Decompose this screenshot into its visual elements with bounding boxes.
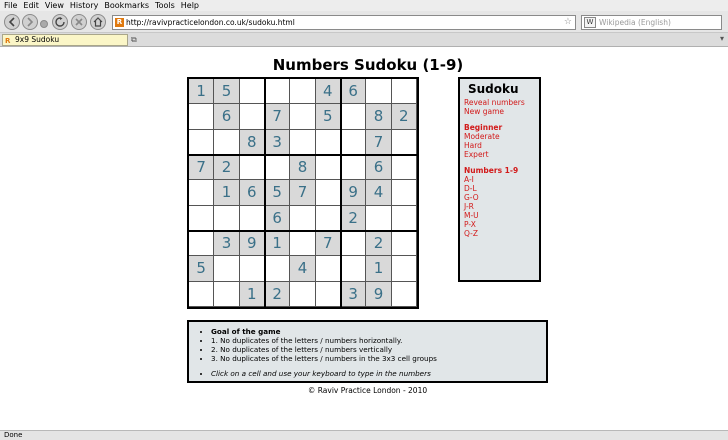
sudoku-cell-r2c7[interactable] (341, 104, 366, 129)
goal-title: • Goal of the game (211, 327, 540, 336)
sudoku-cell-r6c9[interactable] (392, 206, 417, 231)
sudoku-cell-r8c6[interactable] (316, 256, 341, 281)
url-bar[interactable] (112, 15, 576, 30)
copyright-footer: © Raviv Practice London - 2010 (307, 386, 428, 395)
sudoku-cell-r6c2[interactable] (214, 206, 239, 231)
sudoku-cell-r4c4[interactable] (265, 155, 290, 180)
variant-numbers-link[interactable]: Numbers 1-9 (464, 166, 519, 175)
tab-favicon-icon: R (5, 37, 11, 45)
sudoku-cell-r3c3[interactable]: 8 (240, 130, 265, 155)
side-title: Sudoku (468, 82, 519, 96)
tab-sudoku[interactable] (2, 34, 128, 46)
reload-button[interactable] (52, 14, 68, 30)
forward-button[interactable] (22, 14, 38, 30)
sudoku-cell-r3c2[interactable] (214, 130, 239, 155)
sudoku-cell-r7c9[interactable] (392, 231, 417, 256)
sudoku-cell-r3c6[interactable] (316, 130, 341, 155)
difficulty-beginner-link[interactable]: Beginner (464, 123, 503, 132)
sudoku-cell-r2c2[interactable]: 6 (214, 104, 239, 129)
sudoku-cell-r9c9[interactable] (392, 282, 417, 307)
sudoku-side-panel (458, 77, 541, 282)
sudoku-cell-r6c6[interactable] (316, 206, 341, 231)
tab-title: 9x9 Sudoku (15, 35, 60, 44)
sudoku-cell-r9c5[interactable] (290, 282, 315, 307)
sudoku-cell-r1c8[interactable] (366, 79, 391, 104)
difficulty-expert-link[interactable]: Expert (464, 150, 489, 159)
sudoku-cell-r1c6[interactable]: 4 (316, 79, 341, 104)
stop-button[interactable] (71, 14, 87, 30)
sudoku-cell-r8c2[interactable] (214, 256, 239, 281)
sudoku-cell-r6c3[interactable] (240, 206, 265, 231)
sudoku-cell-r2c6[interactable]: 5 (316, 104, 341, 129)
sudoku-cell-r1c7[interactable]: 6 (341, 79, 366, 104)
variant-j-r-link[interactable]: J-R (464, 202, 474, 211)
sudoku-cell-r2c1[interactable] (189, 104, 214, 129)
variant-q-z-link[interactable]: Q-Z (464, 229, 478, 238)
sudoku-cell-r8c9[interactable] (392, 256, 417, 281)
sudoku-cell-r6c4[interactable]: 6 (265, 206, 290, 231)
box-divider-horizontal (189, 230, 417, 232)
sudoku-cell-r2c9[interactable]: 2 (392, 104, 417, 129)
sudoku-cell-r6c1[interactable] (189, 206, 214, 231)
sudoku-cell-r9c3[interactable]: 1 (240, 282, 265, 307)
sudoku-cell-r9c2[interactable] (214, 282, 239, 307)
sudoku-cell-r8c8[interactable]: 1 (366, 256, 391, 281)
new-game-link[interactable]: New game (464, 107, 505, 116)
sudoku-cell-r3c1[interactable] (189, 130, 214, 155)
reveal-numbers-link[interactable]: Reveal numbers (464, 98, 525, 107)
sudoku-cell-r3c7[interactable] (341, 130, 366, 155)
sudoku-cell-r7c4[interactable]: 1 (265, 231, 290, 256)
sudoku-cell-r8c5[interactable]: 4 (290, 256, 315, 281)
stop-icon (74, 17, 84, 27)
sudoku-cell-r4c5[interactable]: 8 (290, 155, 315, 180)
sudoku-cell-r2c5[interactable] (290, 104, 315, 129)
tab-list-icon[interactable]: ▾ (719, 34, 724, 43)
sudoku-cell-r3c8[interactable]: 7 (366, 130, 391, 155)
sudoku-cell-r1c4[interactable] (265, 79, 290, 104)
sudoku-cell-r4c6[interactable] (316, 155, 341, 180)
sudoku-cell-r1c2[interactable]: 5 (214, 79, 239, 104)
box-divider-vertical (264, 79, 266, 307)
sudoku-cell-r5c2[interactable]: 1 (214, 180, 239, 205)
sudoku-cell-r1c9[interactable] (392, 79, 417, 104)
sudoku-cell-r9c7[interactable]: 3 (341, 282, 366, 307)
menu-bar (0, 0, 728, 11)
box-divider-horizontal (189, 154, 417, 156)
sudoku-cell-r9c4[interactable]: 2 (265, 282, 290, 307)
sudoku-cell-r4c8[interactable]: 6 (366, 155, 391, 180)
variant-d-l-link[interactable]: D-L (464, 184, 477, 193)
page-title: Numbers Sudoku (1-9) (272, 56, 464, 74)
sudoku-cell-r5c8[interactable]: 4 (366, 180, 391, 205)
forward-arrow-icon (25, 17, 35, 27)
sudoku-cell-r3c5[interactable] (290, 130, 315, 155)
search-placeholder: Wikipedia (English) (599, 18, 671, 27)
sudoku-cell-r5c4[interactable]: 5 (265, 180, 290, 205)
sudoku-cell-r8c3[interactable] (240, 256, 265, 281)
sudoku-cell-r5c1[interactable] (189, 180, 214, 205)
sudoku-cell-r3c4[interactable]: 3 (265, 130, 290, 155)
sudoku-cell-r7c6[interactable]: 7 (316, 231, 341, 256)
sudoku-cell-r9c8[interactable]: 9 (366, 282, 391, 307)
site-favicon-icon: R (116, 18, 123, 26)
variant-m-u-link[interactable]: M-U (464, 211, 479, 220)
menu-edit[interactable]: Edit (23, 1, 39, 10)
sudoku-cell-r4c1[interactable]: 7 (189, 155, 214, 180)
difficulty-moderate-link[interactable]: Moderate (464, 132, 500, 141)
instruction-tip: • Click on a cell and use your keyboard to type in the numbers (211, 369, 540, 378)
variant-a-i-link[interactable]: A-I (464, 175, 474, 184)
sudoku-cell-r9c1[interactable] (189, 282, 214, 307)
rule-item: • 3. No duplicates of the letters / numbers in the 3x3 cell groups (211, 354, 540, 363)
goal-panel (187, 320, 548, 383)
sudoku-cell-r5c5[interactable]: 7 (290, 180, 315, 205)
sudoku-cell-r8c1[interactable]: 5 (189, 256, 214, 281)
menu-history[interactable]: History (69, 1, 99, 10)
search-bar[interactable] (581, 15, 722, 30)
sudoku-cell-r8c7[interactable] (341, 256, 366, 281)
status-bar (0, 430, 728, 440)
back-arrow-icon (7, 17, 17, 27)
history-dropdown-button[interactable] (40, 20, 48, 28)
sudoku-cell-r7c8[interactable]: 2 (366, 231, 391, 256)
rule-item: • 2. No duplicates of the letters / numbers vertically (211, 345, 540, 354)
goal-list (211, 327, 540, 378)
sudoku-cell-r3c9[interactable] (392, 130, 417, 155)
reload-icon (55, 17, 65, 27)
sudoku-cell-r9c6[interactable] (316, 282, 341, 307)
home-icon (93, 17, 103, 27)
sudoku-cell-r4c7[interactable] (341, 155, 366, 180)
menu-file[interactable]: File (4, 1, 18, 10)
sudoku-cell-r4c3[interactable] (240, 155, 265, 180)
sudoku-cell-r1c1[interactable]: 1 (189, 79, 214, 104)
sudoku-cell-r1c3[interactable] (240, 79, 265, 104)
sudoku-cell-r7c5[interactable] (290, 231, 315, 256)
sudoku-cell-r5c3[interactable]: 6 (240, 180, 265, 205)
sudoku-cell-r5c9[interactable] (392, 180, 417, 205)
sudoku-cell-r7c3[interactable]: 9 (240, 231, 265, 256)
variant-p-x-link[interactable]: P-X (464, 220, 476, 229)
sudoku-cell-r7c1[interactable] (189, 231, 214, 256)
sudoku-cell-r5c7[interactable]: 9 (341, 180, 366, 205)
sudoku-cell-r6c8[interactable] (366, 206, 391, 231)
tab-bar (0, 33, 728, 47)
sudoku-cell-r6c7[interactable]: 2 (341, 206, 366, 231)
status-text: Done (4, 431, 23, 439)
sudoku-cell-r2c4[interactable]: 7 (265, 104, 290, 129)
sudoku-cell-r7c2[interactable]: 3 (214, 231, 239, 256)
new-tab-icon[interactable]: ⧉ (131, 35, 137, 44)
menu-bookmarks[interactable]: Bookmarks (104, 1, 150, 10)
home-button[interactable] (90, 14, 106, 30)
sudoku-cell-r5c6[interactable] (316, 180, 341, 205)
menu-help[interactable]: Help (180, 1, 200, 10)
sudoku-cell-r8c4[interactable] (265, 256, 290, 281)
bookmark-star-icon[interactable]: ☆ (563, 17, 572, 27)
navigation-toolbar (0, 11, 728, 33)
wikipedia-engine-icon[interactable]: W (584, 17, 596, 28)
url-text: http://ravivpracticelondon.co.uk/sudoku.html (126, 18, 295, 27)
sudoku-cell-r7c7[interactable] (341, 231, 366, 256)
sudoku-cell-r4c2[interactable]: 2 (214, 155, 239, 180)
variant-g-o-link[interactable]: G-O (464, 193, 479, 202)
sudoku-cell-r4c9[interactable] (392, 155, 417, 180)
back-button[interactable] (4, 14, 20, 30)
sudoku-cell-r2c3[interactable] (240, 104, 265, 129)
sudoku-cell-r6c5[interactable] (290, 206, 315, 231)
sudoku-cell-r2c8[interactable]: 8 (366, 104, 391, 129)
box-divider-vertical (340, 79, 342, 307)
sudoku-grid (187, 77, 419, 309)
rule-item: • 1. No duplicates of the letters / numbers horizontally. (211, 336, 540, 345)
menu-tools[interactable]: Tools (155, 1, 175, 10)
sudoku-cell-r1c5[interactable] (290, 79, 315, 104)
difficulty-hard-link[interactable]: Hard (464, 141, 482, 150)
menu-view[interactable]: View (44, 1, 64, 10)
